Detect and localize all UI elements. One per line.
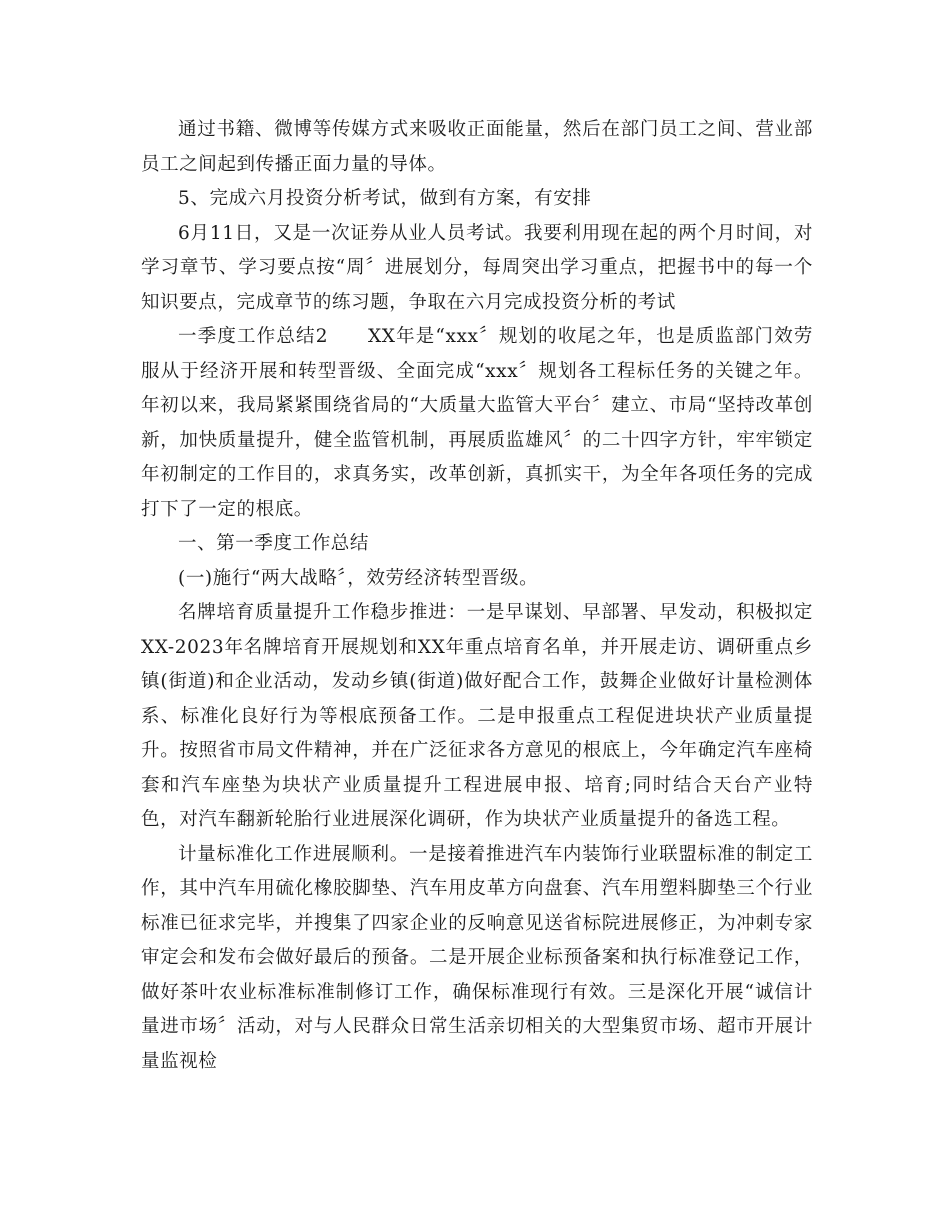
paragraph-exam-plan-heading: 5、完成六月投资分析考试，做到有方案，有安排 (178, 188, 592, 209)
subsection-heading-two-strategies: (一)施行“两大战略〞，效劳经济转型晋级。 (178, 567, 539, 589)
paragraph-brand-cultivation: 名牌培育质量提升工作稳步推进：一是早谋划、早部署、早发动，积极拟定XX-2023年名牌培育开展规划和XX年重点培育名单，并开展走访、调研重点乡镇(街道)和企业活动，发动乡镇(街道)做好配合工作，鼓舞企业做好计量检测体系、标准化良好行为等根底预备工作。二是申报重点工程促进块状产业质量提升。按照省市局文件精神，并在广泛征求各方意见的根底上，今年确定汽车座椅套和汽车座垫为块状产业质量提升工程进展申报、培育;同时结合天台产业特色，对汽车翻新轮胎行业进展深化调研，作为块状产业质量提升的备选工程。 (141, 602, 813, 830)
paragraph-exam-plan-detail: 6月11日，又是一次证券从业人员考试。我要利用现在起的两个月时间，对学习章节、学习要点按“周〞进展划分，每周突出学习重点，把握书中的每一个知识要点，完成章节的练习题，争取在六月完成投资分析的考试 (141, 222, 813, 313)
document-body (141, 113, 813, 1079)
paragraph-quarter-summary-intro: 一季度工作总结2 XX年是“xxx〞规划的收尾之年，也是质监部门效劳服从于经济开展和转型晋级、全面完成“xxx〞规划各工程标任务的关键之年。年初以来，我局紧紧围绕省局的“大质量大监管大平台〞建立、市局“坚持改革创新，加快质量提升，健全监管机制，再展质监雄风〞的二十四字方针，牢牢锁定年初制定的工作目的，求真务实，改革创新，真抓实干，为全年各项任务的完成打下了一定的根底。 (141, 326, 813, 520)
section-heading-first-quarter: 一、第一季度工作总结 (178, 533, 370, 554)
paragraph-metrology-standardization: 计量标准化工作进展顺利。一是接着推进汽车内装饰行业联盟标准的制定工作，其中汽车用硫化橡胶脚垫、汽车用皮革方向盘套、汽车用塑料脚垫三个行业标准已征求完毕，并搜集了四家企业的反响意见送省标院进展修正，为冲刺专家审定会和发布会做好最后的预备。二是开展企业标预备案和执行标准登记工作，做好茶叶农业标准标准制修订工作，确保标准现行有效。三是深化开展“诚信计量进市场〞活动，对与人民群众日常生活亲切相关的大型集贸市场、超市开展计量监视检 (141, 843, 813, 1072)
paragraph-media-positive-energy: 通过书籍、微博等传媒方式来吸收正面能量，然后在部门员工之间、营业部员工之间起到传播正面力量的导体。 (141, 119, 813, 175)
